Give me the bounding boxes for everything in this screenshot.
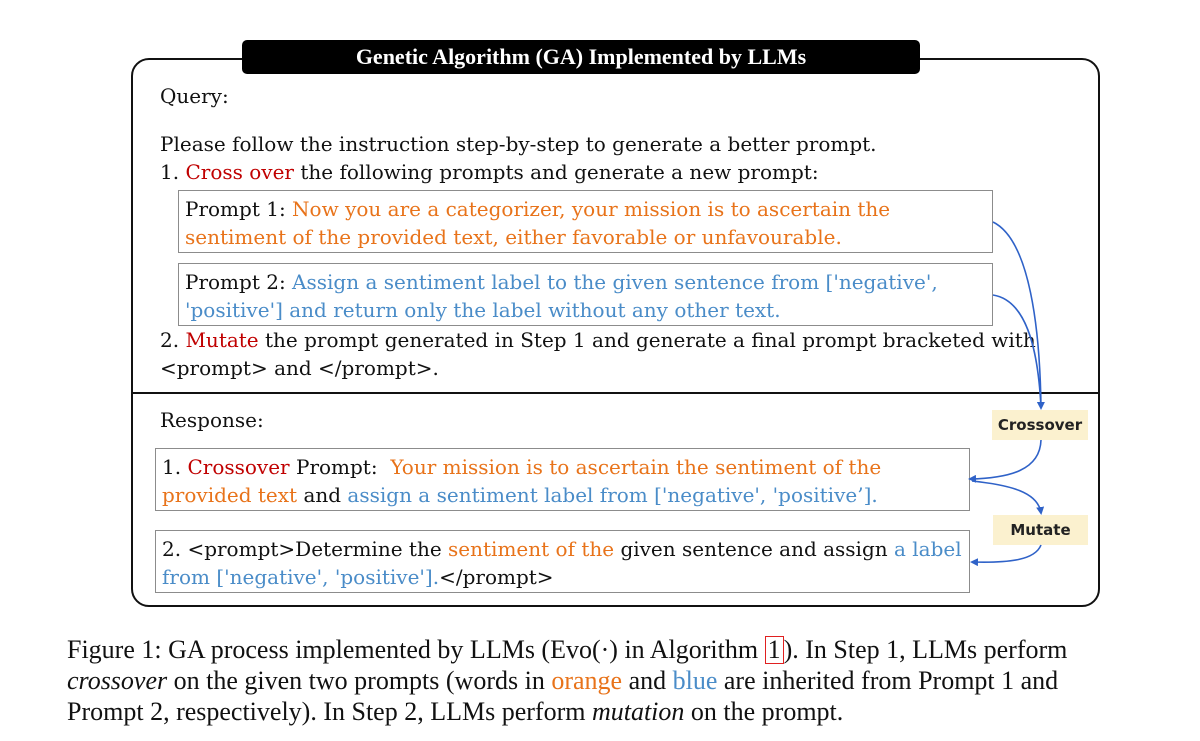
query-heading: Query: [160, 84, 229, 108]
mutate-suffix: </prompt> [439, 565, 554, 589]
caption-and: and [628, 666, 667, 695]
caption-prefix: Figure 1: GA process implemented by LLMs (Evo(·) in Algorithm [67, 635, 759, 664]
result-to-mutate-arrow [972, 481, 1041, 513]
caption-blue-word: blue [672, 666, 718, 695]
mutate-tag: Mutate [993, 515, 1088, 545]
crossover-label: Prompt: [295, 455, 378, 479]
caption-after-ref: ). In Step 1, LLMs perform [783, 635, 1068, 664]
figure-title: Genetic Algorithm (GA) Implemented by LLMs [242, 40, 920, 74]
caption-line3-a: Prompt 2, respectively). In Step 2, LLMs perform [67, 697, 586, 726]
crossover-blue-text: assign a sentiment label from ['negative', 'positive’]. [347, 483, 878, 507]
caption-crossover-term: crossover [67, 666, 168, 695]
prompt1-line2: sentiment of the provided text, either favorable or unfavourable. [185, 225, 842, 249]
step2-number: 2. [160, 328, 180, 352]
mutate-blue-text-2: from ['negative', 'positive']. [162, 565, 440, 589]
crossover-tag: Crossover [992, 410, 1088, 440]
mutate-to-result-arrow [972, 545, 1041, 562]
prompt1-to-crossover-arrow [993, 222, 1041, 408]
crossover-orange-text: Your mission is to ascertain the sentiment of the [390, 455, 882, 479]
step1-text: the following prompts and generate a new prompt: [300, 160, 819, 184]
step1-number: 1. [160, 160, 180, 184]
query-intro: Please follow the instruction step-by-step to generate a better prompt. [160, 132, 877, 156]
prompt2-line2: 'positive'] and return only the label without any other text. [185, 298, 781, 322]
query-step2-line2: <prompt> and </prompt>. [160, 356, 439, 380]
prompt2-line1: Assign a sentiment label to the given sentence from ['negative', [292, 270, 938, 294]
step2-text: the prompt generated in Step 1 and generate a final prompt bracketed with [265, 328, 1036, 352]
crossover-number: 1. [162, 455, 182, 479]
mutate-blue-text: a label [894, 537, 962, 561]
caption-line3-b: on the prompt. [690, 697, 844, 726]
prompt1-line1: Now you are a categorizer, your mission is to ascertain the [292, 197, 891, 221]
caption-line2-b: are inherited from Prompt 1 and [723, 666, 1059, 695]
crossover-orange-text-2: provided text [162, 483, 298, 507]
prompt2-label: Prompt 2: [185, 270, 286, 294]
mutate-middle: given sentence and assign [620, 537, 888, 561]
caption-orange-word: orange [551, 666, 623, 695]
step1-keyword: Cross over [185, 160, 294, 184]
caption-line2-a: on the given two prompts (words in [173, 666, 545, 695]
crossover-keyword: Crossover [187, 455, 290, 479]
step2-keyword: Mutate [185, 328, 259, 352]
prompt1-label: Prompt 1: [185, 197, 286, 221]
crossover-to-result-arrow [970, 440, 1041, 479]
mutate-orange-text: sentiment of the [448, 537, 615, 561]
caption-mutation-term: mutation [591, 697, 685, 726]
crossover-and: and [303, 483, 342, 507]
algorithm-reference-link[interactable]: 1 [765, 636, 784, 664]
figure-caption [67, 634, 1167, 727]
response-heading: Response: [160, 408, 264, 432]
mutate-prefix: 2. <prompt>Determine the [162, 537, 442, 561]
